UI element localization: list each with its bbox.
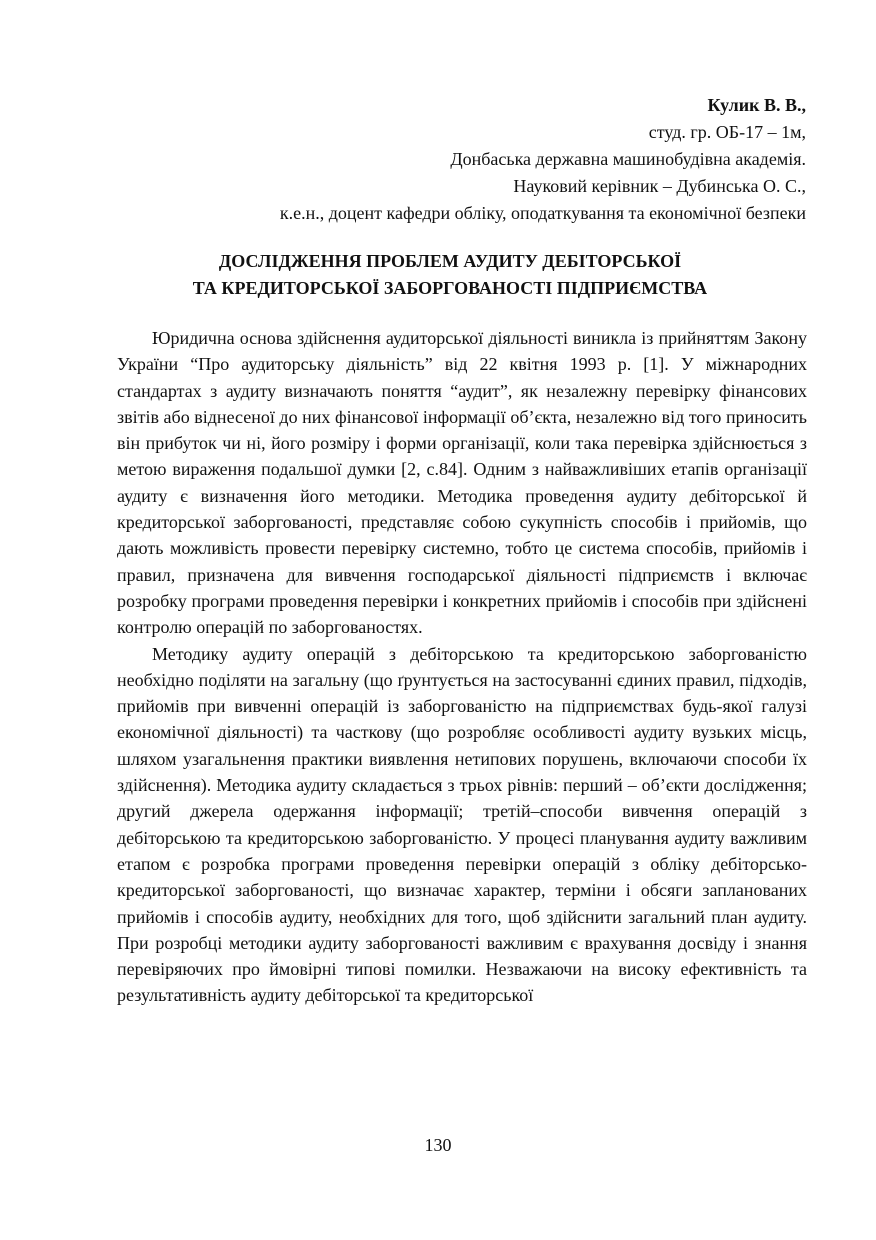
- author-name: Кулик В. В.,: [707, 95, 806, 115]
- paragraph-1: Юридична основа здійснення аудиторської діяльності виникла із прийняттям Закону України “Про аудиторську діяльність” від 22 квітня 1993 р. [1]. У міжнародних стандартах з аудиту визначають поняття “аудит”, як незалежну перевірку фінансових звітів або віднесеної до них фінансової інформації об’єкта, незалежно від того приносить він прибуток чи ні, його розміру і форми організації, коли така перевірка здійснюється з метою вираження подальшої думки [2, с.84]. Одним з найважливіших етапів організації аудиту є визначення його методики. Методика проведення аудиту дебіторської й кредиторської заборгованості, представляє собою сукупність способів і прийомів, що дають можливість провести перевірку системно, тобто це система способів, прийомів і правил, призначена для вивчення господарської діяльності підприємств і включає розробку програми проведення перевірки і конкретних прийомів і способів при здійснені контролю операцій по заборгованостях.: [117, 328, 807, 638]
- paragraph-2: Методику аудиту операцій з дебіторською та кредиторською заборгованістю необхідно поділяти на загальну (що ґрунтується на застосуванні єдиних правил, підходів, прийомів при вивченні операцій із заборгованістю на підприємствах будь-якої галузі економічної діяльності) та часткову (що розробляє особливості аудиту вузьких місць, шляхом узагальнення практики виявлення нетипових порушень, включаючи способи їх здійснення). Методика аудиту складається з трьох рівнів: перший – об’єкти дослідження; другий джерела одержання інформації; третій–способи вивчення операцій з дебіторською та кредиторською заборгованістю. У процесі планування аудиту важливим етапом є розробка програми проведення перевірки операцій з обліку дебіторсько-кредиторської заборгованості, що визначає характер, терміни і обсяги запланованих прийомів і способів аудиту, необхідних для того, щоб здійснити загальний план аудиту. При розробці методики аудиту заборгованості важливим є врахування досвіду і знання перевіряючих про ймовірні типові помилки. Незважаючи на високу ефективність та результативність аудиту дебіторської та кредиторської: [117, 643, 807, 1006]
- body-text: [117, 325, 807, 1009]
- supervisor: Науковий керівник – Дубинська О. С.,: [513, 176, 806, 196]
- title-line-1: ДОСЛІДЖЕННЯ ПРОБЛЕМ АУДИТУ ДЕБІТОРСЬКОЇ: [218, 251, 682, 271]
- supervisor-position: к.е.н., доцент кафедри обліку, оподаткування та економічної безпеки: [279, 203, 806, 223]
- institution: Донбаська державна машинобудівна академія.: [450, 149, 806, 169]
- author-info: [106, 92, 806, 227]
- page-number: 130: [424, 1135, 452, 1155]
- paper-title: [100, 248, 800, 302]
- student-group: студ. гр. ОБ-17 – 1м,: [648, 122, 806, 142]
- title-line-2: ТА КРЕДИТОРСЬКОЇ ЗАБОРГОВАНОСТІ ПІДПРИЄМСТВА: [192, 278, 708, 298]
